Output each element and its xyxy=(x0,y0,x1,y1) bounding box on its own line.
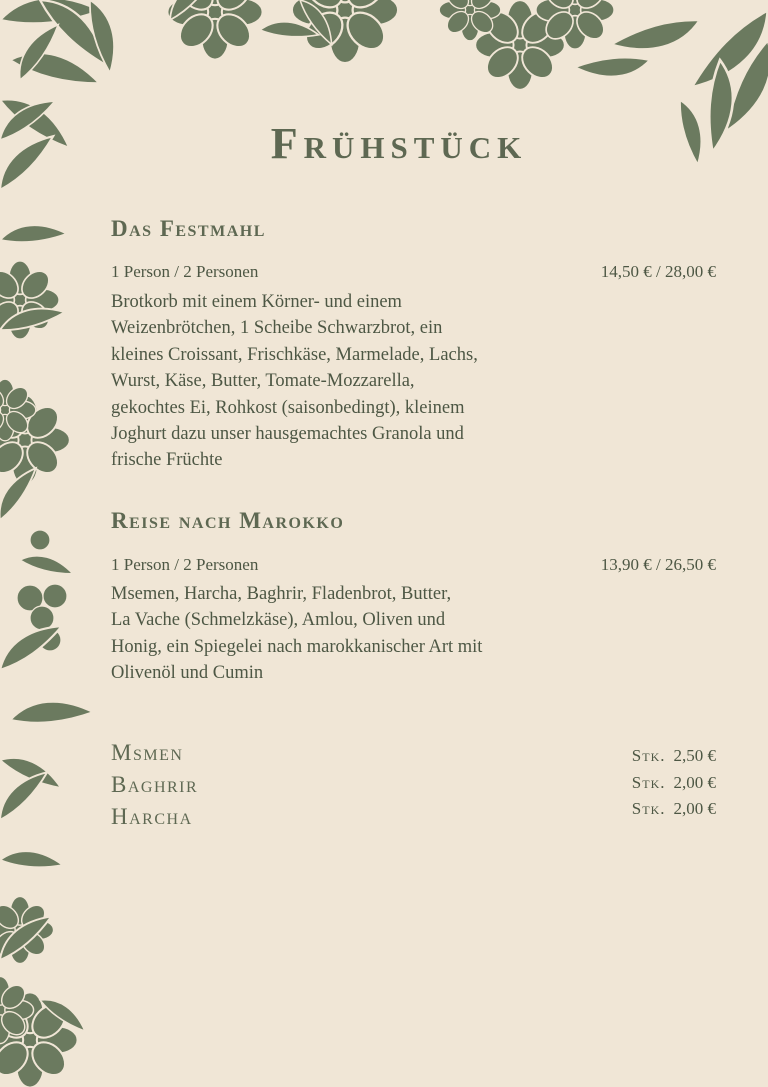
unit-label: Stk. xyxy=(631,773,666,792)
description-line: Msemen, Harcha, Baghrir, Fladenbrot, Butter, xyxy=(111,584,452,604)
portion-label: 1 Person / 2 Personen xyxy=(111,555,259,574)
price-value: 2,00 € xyxy=(673,799,716,818)
section-title-marokko: Reise nach Marokko xyxy=(111,508,345,533)
description-line: Honig, ein Spiegelei nach marokkanischer Art mit xyxy=(111,636,483,657)
description-line: Wurst, Käse, Butter, Tomate-Mozzarella, xyxy=(111,371,415,392)
description-line: gekochtes Ei, Rohkost (saisonbedingt), kleinem xyxy=(111,397,465,418)
price-value: 2,00 € xyxy=(673,773,716,792)
portion-label: 1 Person / 2 Personen xyxy=(111,262,259,281)
section-description xyxy=(111,581,611,687)
section-description xyxy=(111,289,611,474)
extra-item-name: Baghrir xyxy=(111,772,199,797)
description-line: Olivenöl und Cumin xyxy=(111,663,264,684)
extra-item-price xyxy=(632,799,716,819)
price-label: 14,50 € / 28,00 € xyxy=(600,262,716,281)
page-title: Frühstück xyxy=(270,119,528,168)
extra-item-name: Msmen xyxy=(111,740,184,765)
unit-label: Stk. xyxy=(631,799,666,818)
description-line: La Vache (Schmelzkäse), Amlou, Oliven und xyxy=(111,610,446,631)
price-value: 2,50 € xyxy=(673,746,716,765)
description-line: kleines Croissant, Frischkäse, Marmelade, Lachs, xyxy=(111,344,478,365)
extra-item-price xyxy=(632,746,716,766)
description-line: frische Früchte xyxy=(111,450,223,471)
extra-item-price xyxy=(632,773,716,793)
description-line: Joghurt dazu unser hausgemachtes Granola und xyxy=(111,424,464,445)
unit-label: Stk. xyxy=(631,746,666,765)
price-label: 13,90 € / 26,50 € xyxy=(600,555,716,574)
description-line: Weizenbrötchen, 1 Scheibe Schwarzbrot, ein xyxy=(111,318,443,339)
extra-item-name: Harcha xyxy=(111,804,193,829)
description-line: Brotkorb mit einem Körner- und einem xyxy=(111,292,402,312)
section-title-festmahl: Das Festmahl xyxy=(111,216,266,241)
